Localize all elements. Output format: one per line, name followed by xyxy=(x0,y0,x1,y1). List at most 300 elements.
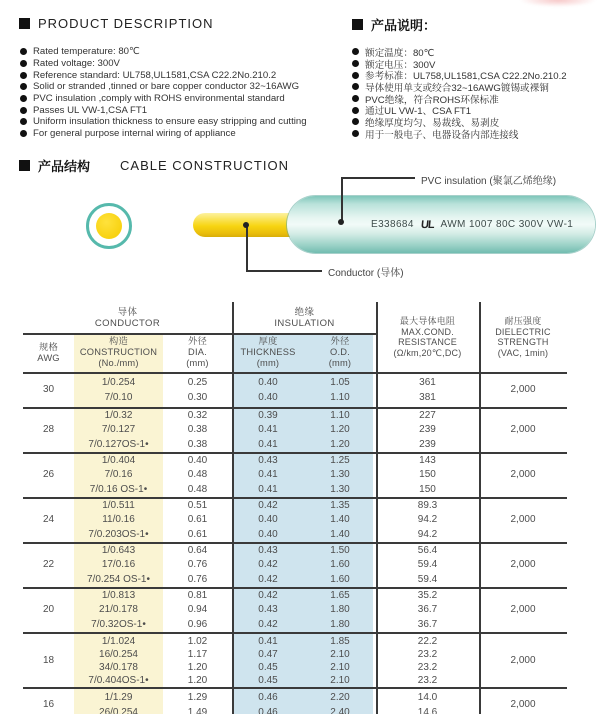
cell-value: 26 xyxy=(42,469,55,481)
cell-value: 0.43 xyxy=(258,455,278,467)
awg-cell xyxy=(23,374,74,407)
cell-value: 2.10 xyxy=(330,661,350,673)
header-line: O.D. xyxy=(330,347,350,357)
leader-line xyxy=(246,225,248,271)
awg-group-row xyxy=(23,409,567,454)
resistance-cell xyxy=(376,634,479,687)
cell-value: 18 xyxy=(42,655,55,666)
cell-value: 59.4 xyxy=(417,559,438,571)
header-resistance xyxy=(376,302,479,372)
cell-value: 150 xyxy=(419,469,436,481)
table-body xyxy=(23,374,567,714)
cell-value: 0.40 xyxy=(187,455,208,467)
conductor-label: Conductor (导体) xyxy=(328,268,404,279)
thickness-cell xyxy=(232,544,304,587)
cell-value: 1.50 xyxy=(330,545,350,557)
dia-cell xyxy=(163,409,232,452)
construction-cell xyxy=(74,689,163,714)
cell-value: 0.41 xyxy=(258,438,278,450)
header-line: 构造 xyxy=(109,336,128,346)
cell-value: 14.0 xyxy=(417,692,438,704)
leader-dot xyxy=(338,219,344,225)
bullet-item xyxy=(352,128,567,140)
header-line: AWG xyxy=(37,352,60,363)
cell-value: 2,000 xyxy=(510,699,536,711)
leader-line xyxy=(341,177,343,222)
cell-value: 7/0.254 OS-1• xyxy=(87,573,150,585)
cell-value: 2,000 xyxy=(510,604,536,616)
cell-value: 0.40 xyxy=(258,377,278,389)
header-line: (VAC, 1min) xyxy=(497,347,549,358)
leader-line xyxy=(341,177,415,179)
header-construction xyxy=(74,333,163,372)
cell-value: 22.2 xyxy=(417,635,438,647)
awg-group-row xyxy=(23,634,567,689)
cell-value: 1.65 xyxy=(330,590,350,602)
product-description-list-en xyxy=(20,46,307,140)
bullet-icon xyxy=(20,107,27,114)
cable-body xyxy=(287,196,595,253)
cell-value: 1.10 xyxy=(330,391,350,403)
cell-value: 94.2 xyxy=(417,514,438,526)
group-header-line: INSULATION xyxy=(274,317,335,329)
dielectric-cell xyxy=(479,374,567,407)
cell-value: 1.35 xyxy=(330,500,350,512)
cell-value: 1.80 xyxy=(330,618,350,630)
construction-cell xyxy=(74,374,163,407)
ul-file-number: E338684 xyxy=(371,219,414,230)
cell-value: 59.4 xyxy=(417,573,438,585)
bullet-item xyxy=(20,116,307,128)
cell-value: 1.20 xyxy=(330,424,350,436)
dielectric-cell xyxy=(479,634,567,687)
cell-value: 0.40 xyxy=(258,528,278,540)
cell-value: 381 xyxy=(419,391,436,403)
awg-group-row xyxy=(23,544,567,589)
cell-value: 1/1.024 xyxy=(101,635,136,647)
resistance-cell xyxy=(376,409,479,452)
thickness-cell xyxy=(232,589,304,632)
cell-value: 14.6 xyxy=(417,706,438,714)
cell-value: 7/0.203OS-1• xyxy=(88,528,149,540)
table-vertical-rule xyxy=(232,302,234,714)
bullet-icon xyxy=(352,118,359,125)
bullet-icon xyxy=(20,83,27,90)
cell-value: 17/0.16 xyxy=(101,559,136,571)
specification-table xyxy=(23,302,567,714)
cell-value: 36.7 xyxy=(417,618,438,630)
construction-cell xyxy=(74,409,163,452)
cell-value: 1/0.643 xyxy=(101,545,136,557)
awg-cell xyxy=(23,544,74,587)
cell-value: 2,000 xyxy=(510,559,536,571)
dia-cell xyxy=(163,589,232,632)
header-line: (mm) xyxy=(256,358,280,368)
section-title-en: PRODUCT DESCRIPTION xyxy=(38,16,214,31)
cell-value: 1.05 xyxy=(330,377,350,389)
cell-value: 2,000 xyxy=(510,384,536,396)
bullet-item xyxy=(20,81,307,93)
cell-value: 0.45 xyxy=(258,661,278,673)
cell-value: 2.20 xyxy=(330,692,350,704)
cell-value: 1/1.29 xyxy=(104,692,133,704)
bullet-text: Uniform insulation thickness to ensure easy stripping and cutting xyxy=(33,116,307,128)
cell-value: 0.41 xyxy=(258,635,278,647)
header-line: 外径 xyxy=(330,336,350,346)
cell-value: 2,000 xyxy=(510,655,536,666)
awg-group-row xyxy=(23,589,567,634)
cell-value: 0.47 xyxy=(258,648,278,660)
cell-value: 20 xyxy=(42,604,55,616)
cell-value: 0.48 xyxy=(187,483,208,495)
cell-value: 7/0.404OS-1• xyxy=(88,674,149,686)
cell-value: 2,000 xyxy=(510,514,536,526)
cell-value: 28 xyxy=(42,424,55,436)
cell-value: 0.96 xyxy=(187,618,208,630)
cell-value: 0.38 xyxy=(187,438,208,450)
black-square-icon xyxy=(19,18,30,29)
cell-value: 94.2 xyxy=(417,528,438,540)
awg-cell xyxy=(23,454,74,497)
cell-value: 2,000 xyxy=(510,424,536,436)
bullet-text: 额定温度：80℃ xyxy=(365,47,435,59)
resistance-cell xyxy=(376,374,479,407)
cell-value: 0.51 xyxy=(187,500,208,512)
cell-value: 1/0.511 xyxy=(102,500,135,512)
bullet-text: 用于一般电子、电器设备内部连接线 xyxy=(365,129,519,141)
awg-cell xyxy=(23,499,74,542)
product-description-heading xyxy=(19,16,214,31)
cell-value: 0.76 xyxy=(187,573,208,585)
header-line: 耐压强度 xyxy=(504,316,542,326)
awg-group-row xyxy=(23,374,567,409)
bullet-text: 额定电压：300V xyxy=(365,59,436,71)
header-line: DIA. xyxy=(188,347,207,357)
cell-value: 7/0.127OS-1• xyxy=(88,438,149,450)
group-header-line: CONDUCTOR xyxy=(94,317,161,329)
bullet-text: Reference standard: UL758,UL1581,CSA C22.2No.210.2 xyxy=(33,69,277,81)
header-line: RESISTANCE xyxy=(398,337,457,347)
dielectric-cell xyxy=(479,454,567,497)
conductor-group-header xyxy=(23,302,232,333)
thickness-cell xyxy=(232,454,304,497)
header-line: 厚度 xyxy=(258,336,278,346)
header-awg xyxy=(23,333,74,372)
cable-print-text xyxy=(371,196,573,253)
cell-value: 16 xyxy=(42,699,55,711)
thickness-cell xyxy=(232,409,304,452)
resistance-cell xyxy=(376,689,479,714)
section-title-cn: 产品说明： xyxy=(371,18,437,33)
header-od xyxy=(304,333,376,372)
bullet-icon xyxy=(20,48,27,55)
cell-value: 0.41 xyxy=(258,483,278,495)
construction-cell xyxy=(74,454,163,497)
table-vertical-rule xyxy=(479,302,481,714)
bullet-icon xyxy=(352,60,359,67)
header-line: (mm) xyxy=(186,358,209,368)
dia-cell xyxy=(163,634,232,687)
bullet-icon xyxy=(20,118,27,125)
bullet-text: Rated voltage: 300V xyxy=(33,58,120,70)
black-square-icon xyxy=(352,19,363,30)
cell-value: 7/0.16 xyxy=(104,469,133,481)
product-description-heading-cn xyxy=(352,15,436,34)
cell-value: 23.2 xyxy=(417,661,438,673)
cell-value: 56.4 xyxy=(417,545,438,557)
bullet-text: 参考标准：UL758,UL1581,CSA C22.2No.210.2 xyxy=(365,71,567,83)
od-cell xyxy=(304,589,376,632)
resistance-cell xyxy=(376,589,479,632)
product-description-list-cn xyxy=(352,46,567,140)
cell-value: 0.40 xyxy=(258,514,278,526)
construction-title-en: CABLE CONSTRUCTION xyxy=(120,158,289,173)
awg-group-row xyxy=(23,454,567,499)
bullet-icon xyxy=(20,72,27,79)
cell-value: 1/0.32 xyxy=(104,410,133,422)
bullet-icon xyxy=(352,95,359,102)
leader-dot xyxy=(243,222,249,228)
header-line: STRENGTH xyxy=(497,337,549,347)
cropped-red-logo xyxy=(519,0,597,7)
cell-value: 1.40 xyxy=(330,514,350,526)
cell-value: 1.60 xyxy=(330,559,350,571)
bullet-item xyxy=(20,69,307,81)
cell-value: 11/0.16 xyxy=(102,514,135,526)
construction-cell xyxy=(74,544,163,587)
bullet-item xyxy=(20,104,307,116)
bullet-text: 导体使用单支或绞合32~16AWG镀锡或裸铜 xyxy=(365,82,549,94)
cell-value: 1.40 xyxy=(330,528,350,540)
cell-value: 34/0.178 xyxy=(99,661,138,673)
thickness-cell xyxy=(232,689,304,714)
resistance-cell xyxy=(376,499,479,542)
cell-value: 361 xyxy=(419,377,436,389)
cell-value: 150 xyxy=(419,483,436,495)
group-header-underline xyxy=(23,333,377,335)
dielectric-cell xyxy=(479,499,567,542)
bullet-icon xyxy=(352,130,359,137)
dielectric-cell xyxy=(479,689,567,714)
bullet-icon xyxy=(20,95,27,102)
awg-cell xyxy=(23,689,74,714)
cell-value: 0.42 xyxy=(258,618,278,630)
table-vertical-rule xyxy=(376,302,378,714)
cell-value: 0.30 xyxy=(187,391,208,403)
header-bottom-rule xyxy=(23,372,567,374)
cell-value: 1/0.404 xyxy=(101,455,136,467)
dielectric-cell xyxy=(479,544,567,587)
cell-value: 1.29 xyxy=(187,692,208,704)
leader-line xyxy=(246,270,322,272)
header-line: (Ω/km,20℃,DC) xyxy=(393,347,462,358)
bullet-icon xyxy=(20,130,27,137)
group-header-line: 绝缘 xyxy=(294,306,315,318)
cell-value: 22 xyxy=(42,559,55,571)
cell-value: 0.45 xyxy=(258,674,278,686)
dia-cell xyxy=(163,544,232,587)
thickness-cell xyxy=(232,374,304,407)
thickness-cell xyxy=(232,499,304,542)
header-dielectric xyxy=(479,302,567,372)
awg-cell xyxy=(23,589,74,632)
header-line: MAX.COND. xyxy=(401,326,454,337)
header-thickness xyxy=(232,333,304,372)
bullet-text: Solid or stranded ,tinned or bare copper conductor 32~16AWG xyxy=(33,81,300,93)
cell-value: 1.20 xyxy=(187,674,208,686)
cell-value: 1/0.813 xyxy=(101,590,136,602)
header-dia xyxy=(163,333,232,372)
cell-value: 0.42 xyxy=(258,500,278,512)
cell-value: 23.2 xyxy=(417,648,438,660)
dia-cell xyxy=(163,454,232,497)
cell-value: 26/0.254 xyxy=(99,706,138,714)
cell-value: 0.40 xyxy=(258,391,278,403)
cell-value: 1.85 xyxy=(330,635,350,647)
cable-rating: AWM 1007 80C 300V VW-1 xyxy=(440,219,574,230)
cell-value: 0.39 xyxy=(258,410,278,422)
cell-value: 0.42 xyxy=(258,573,278,585)
insulation-group-header xyxy=(232,302,377,333)
cell-value: 0.46 xyxy=(258,692,278,704)
header-line: THICKNESS xyxy=(240,347,296,357)
awg-group-row xyxy=(23,689,567,714)
cell-value: 2.10 xyxy=(330,674,350,686)
awg-group-row xyxy=(23,499,567,544)
cell-value: 0.43 xyxy=(258,545,278,557)
cell-value: 30 xyxy=(42,384,55,396)
cross-section-conductor-core xyxy=(96,213,122,239)
header-line: DIELECTRIC xyxy=(495,326,551,337)
cell-value: 7/0.32OS-1• xyxy=(91,618,146,630)
bullet-icon xyxy=(352,107,359,114)
bullet-text: For general purpose internal wiring of appliance xyxy=(33,128,236,140)
bullet-text: 绝缘厚度均匀、易裁线、易剥皮 xyxy=(365,117,500,129)
od-cell xyxy=(304,634,376,687)
od-cell xyxy=(304,689,376,714)
cell-value: 0.81 xyxy=(187,590,208,602)
bullet-text: PVC绝缘，符合ROHS环保标准 xyxy=(365,94,499,106)
cell-value: 0.61 xyxy=(187,528,208,540)
thickness-cell xyxy=(232,634,304,687)
cell-value: 143 xyxy=(419,455,436,467)
bullet-text: Passes UL VW-1,CSA FT1 xyxy=(33,104,148,116)
insulation-label: PVC insulation (聚氯乙烯绝缘) xyxy=(421,176,557,187)
cell-value: 36.7 xyxy=(417,604,438,616)
cable-construction-heading xyxy=(19,156,289,175)
cell-value: 7/0.127 xyxy=(101,424,136,436)
cell-value: 35.2 xyxy=(417,590,438,602)
cell-value: 23.2 xyxy=(417,674,438,686)
cell-value: 0.42 xyxy=(258,559,278,571)
header-line: CONSTRUCTION xyxy=(79,347,158,357)
construction-title-cn: 产品结构 xyxy=(38,159,91,174)
cell-value: 1.30 xyxy=(330,483,350,495)
od-cell xyxy=(304,374,376,407)
construction-cell xyxy=(74,634,163,687)
od-cell xyxy=(304,544,376,587)
header-line: 最大导体电阻 xyxy=(399,316,456,326)
cell-value: 0.42 xyxy=(258,590,278,602)
cell-value: 89.3 xyxy=(417,500,438,512)
cell-value: 2.40 xyxy=(330,706,350,714)
bullet-item xyxy=(20,58,307,70)
bullet-item xyxy=(20,93,307,105)
dielectric-cell xyxy=(479,409,567,452)
cell-value: 0.41 xyxy=(258,424,278,436)
dia-cell xyxy=(163,374,232,407)
dielectric-cell xyxy=(479,589,567,632)
cell-value: 239 xyxy=(419,424,436,436)
ul-mark-icon: UL xyxy=(420,218,435,231)
cell-value: 21/0.178 xyxy=(99,604,138,616)
header-line: (mm) xyxy=(328,358,352,368)
dia-cell xyxy=(163,689,232,714)
construction-cell xyxy=(74,589,163,632)
awg-cell xyxy=(23,634,74,687)
cell-value: 0.46 xyxy=(258,706,278,714)
cell-value: 16/0.254 xyxy=(99,648,138,660)
cell-value: 2.10 xyxy=(330,648,350,660)
cell-value: 24 xyxy=(42,514,55,526)
black-square-icon xyxy=(19,160,30,171)
cell-value: 0.41 xyxy=(258,469,278,481)
cell-value: 0.38 xyxy=(187,424,208,436)
resistance-cell xyxy=(376,454,479,497)
cell-value: 0.94 xyxy=(187,604,208,616)
cell-value: 0.64 xyxy=(187,545,208,557)
cell-value: 2,000 xyxy=(510,469,536,481)
bullet-text: Rated temperature: 80℃ xyxy=(33,46,140,58)
header-line: (No./mm) xyxy=(98,358,139,368)
bullet-text: PVC insulation ,comply with ROHS environmental standard xyxy=(33,93,285,105)
cell-value: 1/0.254 xyxy=(101,377,136,389)
cell-value: 0.25 xyxy=(187,377,208,389)
dia-cell xyxy=(163,499,232,542)
cell-value: 7/0.16 OS-1• xyxy=(89,483,148,495)
bullet-item xyxy=(20,46,307,58)
cell-value: 1.17 xyxy=(187,648,208,660)
cell-value: 239 xyxy=(419,438,436,450)
od-cell xyxy=(304,409,376,452)
bullet-icon xyxy=(352,83,359,90)
group-header-line: 导体 xyxy=(117,306,138,318)
construction-cell xyxy=(74,499,163,542)
header-line: 规格 xyxy=(39,341,58,352)
cell-value: 1.60 xyxy=(330,573,350,585)
cell-value: 1.30 xyxy=(330,469,350,481)
cell-value: 0.76 xyxy=(187,559,208,571)
cell-value: 227 xyxy=(419,410,436,422)
cell-value: 1.25 xyxy=(330,455,350,467)
bullet-text: 通过UL VW-1、CSA FT1 xyxy=(365,106,472,118)
header-line: 外径 xyxy=(188,336,207,346)
resistance-cell xyxy=(376,544,479,587)
bullet-item xyxy=(20,128,307,140)
awg-cell xyxy=(23,409,74,452)
cell-value: 1.80 xyxy=(330,604,350,616)
cell-value: 1.20 xyxy=(330,438,350,450)
cell-value: 1.20 xyxy=(187,661,208,673)
od-cell xyxy=(304,499,376,542)
bullet-icon xyxy=(352,72,359,79)
bullet-icon xyxy=(20,60,27,67)
cell-value: 1.10 xyxy=(330,410,350,422)
cell-value: 0.32 xyxy=(187,410,208,422)
cell-value: 1.49 xyxy=(187,706,208,714)
cell-value: 1.02 xyxy=(187,635,208,647)
od-cell xyxy=(304,454,376,497)
